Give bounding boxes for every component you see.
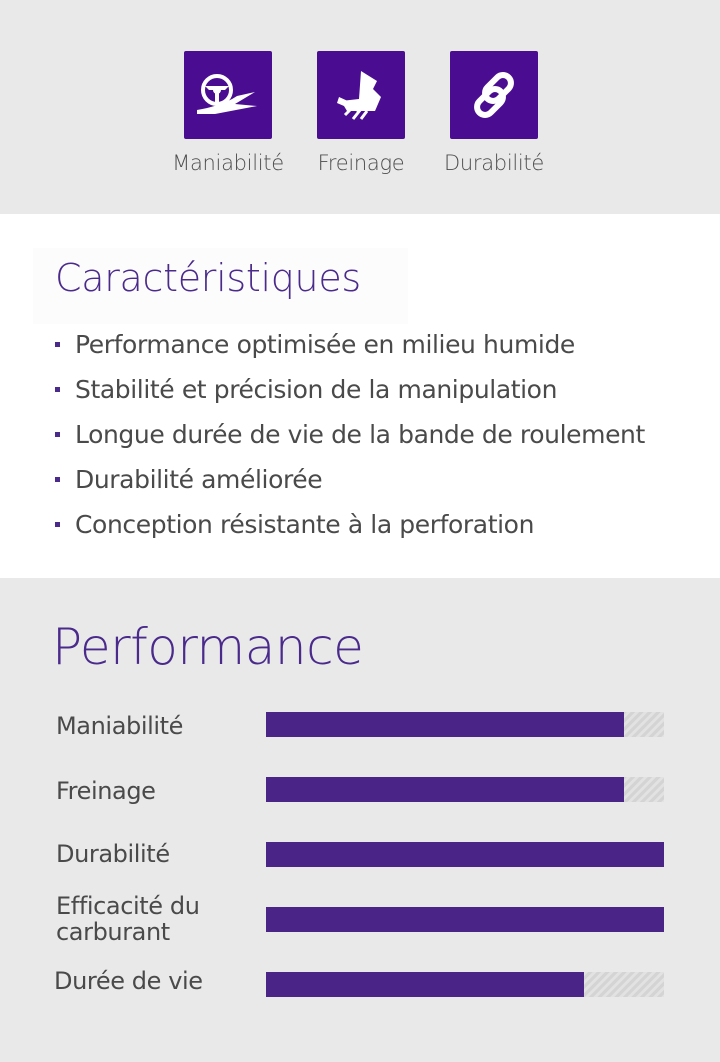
bullet-icon: [55, 432, 60, 437]
rating-bar-track: [266, 972, 664, 997]
rating-bar-track: [266, 842, 664, 867]
features-title: Caractéristiques: [55, 256, 361, 300]
feature-text: Performance optimisée en milieu humide: [75, 330, 575, 359]
icon-card-braking[interactable]: [296, 51, 426, 175]
feature-icons-section: [0, 0, 720, 214]
bullet-icon: [55, 387, 60, 392]
bullet-icon: [55, 522, 60, 527]
feature-text: Durabilité améliorée: [75, 465, 323, 494]
list-item: [55, 457, 645, 502]
chain-link-icon: [450, 51, 538, 139]
steering-wheel-icon: [184, 51, 272, 139]
feature-text: Longue durée de vie de la bande de roulement: [75, 420, 645, 449]
feature-text: Conception résistante à la perforation: [75, 510, 535, 539]
rating-bar-fill: [266, 972, 584, 997]
rating-bar-fill: [266, 842, 664, 867]
list-item: [55, 367, 645, 412]
bullet-icon: [55, 342, 60, 347]
features-title-box: [33, 248, 408, 324]
rating-bar-fill: [266, 907, 664, 932]
performance-label: Durabilité: [56, 840, 170, 868]
rating-bar-track: [266, 777, 664, 802]
performance-section: [0, 578, 720, 1062]
list-item: [55, 322, 645, 367]
icon-card-handling[interactable]: [163, 51, 293, 175]
feature-list: [55, 322, 645, 547]
performance-label: Freinage: [56, 777, 156, 805]
performance-label: Maniabilité: [56, 712, 184, 740]
list-item: [55, 412, 645, 457]
performance-label: Durée de vie: [54, 967, 203, 995]
list-item: [55, 502, 645, 547]
icon-label-braking: Freinage: [317, 151, 405, 175]
rating-bar-track: [266, 907, 664, 932]
features-section: [0, 214, 720, 578]
rating-bar-fill: [266, 712, 624, 737]
rating-bar-fill: [266, 777, 624, 802]
icon-label-handling: Maniabilité: [172, 151, 284, 175]
rating-bar-track: [266, 712, 664, 737]
feature-text: Stabilité et précision de la manipulation: [75, 375, 558, 404]
icon-card-durability[interactable]: [429, 51, 559, 175]
bullet-icon: [55, 477, 60, 482]
performance-label: Efficacité du carburant: [56, 892, 200, 946]
icon-label-durability: Durabilité: [444, 151, 544, 175]
performance-title: Performance: [52, 618, 364, 676]
brake-pedal-icon: [317, 51, 405, 139]
